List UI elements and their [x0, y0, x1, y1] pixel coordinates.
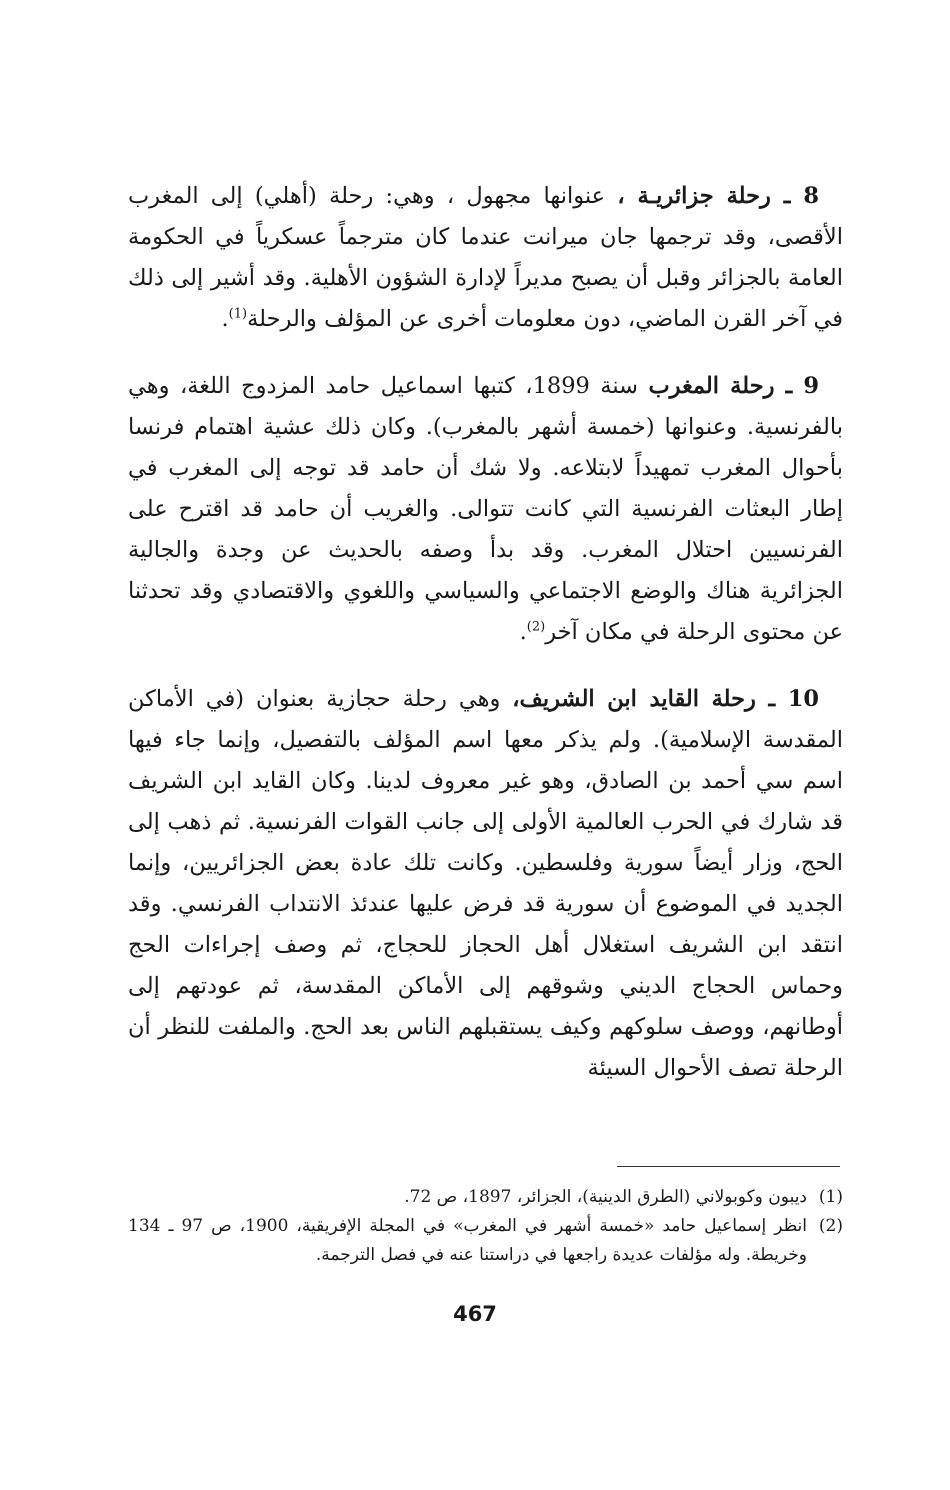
paragraph-body: عنوانها مجهول ، وهي: رحلة (أهلي) إلى المغرب الأقصى، وقد ترجمها جان ميرانت عندما كان مترجماً عسكرياً في الحكومة العامة بالجزائر وقبل أن يصبح مديراً لإدارة الشؤون الأهلية. وقد أشير إلى ذلك في آخر القرن الماضي، دون معلومات أخرى عن المؤلف والرحلة	[128, 183, 843, 332]
paragraph-tail: .	[221, 306, 229, 332]
footnotes	[128, 1183, 843, 1270]
footnote-reference: (1)	[228, 306, 248, 322]
paragraph-heading: 10 ـ رحلة القايد ابن الشريف،	[512, 686, 819, 712]
footnote-mark: (1)	[818, 1187, 843, 1207]
paragraph-10	[128, 679, 843, 1089]
footnote-1	[128, 1183, 843, 1212]
main-text	[128, 176, 843, 1115]
footnote-divider	[617, 1166, 840, 1167]
footnote-mark: (2)	[818, 1216, 843, 1236]
footnote-2	[128, 1212, 843, 1270]
paragraph-8	[128, 176, 843, 340]
footnote-text: انظر إسماعيل حامد «خمسة أشهر في المغرب» في المجلة الإفريقية، 1900، ص 97 ـ 134 وخريطة. وله مؤلفات عديدة راجعها في دراستنا عنه في فصل الترجمة.	[128, 1216, 807, 1265]
paragraph-heading: 9 ـ رحلة المغرب	[648, 373, 819, 399]
footnote-text: ديبون وكوبولاني (الطرق الدينية)، الجزائر، 1897، ص 72.	[404, 1187, 807, 1207]
paragraph-heading: 8 ـ رحلة جزائريـة ،	[617, 183, 819, 209]
paragraph-9	[128, 366, 843, 653]
footnote-reference: (2)	[526, 619, 546, 635]
paragraph-body: وهي رحلة حجازية بعنوان (في الأماكن المقدسة الإسلامية). ولم يذكر معها اسم المؤلف بالتفصيل، وإنما جاء فيها اسم سي أحمد بن الصادق، وهو غير معروف لدينا. وكان القايد ابن الشريف قد شارك في الحرب العالمية الأولى إلى جانب القوات الفرنسية. ثم ذهب إلى الحج، وزار أيضاً سورية وفلسطين. وكانت تلك عادة بعض الجزائريين، وإنما الجديد في الموضوع أن سورية قد فرض عليها عندئذ الانتداب الفرنسي. وقد انتقد ابن الشريف استغلال أهل الحجاز للحجاج، ثم وصف إجراءات الحج وحماس الحجاج الديني وشوقهم إلى الأماكن المقدسة، ثم عودتهم إلى أوطانهم، ووصف سلوكهم وكيف يستقبلهم الناس بعد الحج. والملفت للنظر أن الرحلة تصف الأحوال السيئة	[128, 686, 843, 1081]
paragraph-tail: .	[519, 619, 527, 645]
paragraph-body: سنة 1899، كتبها اسماعيل حامد المزدوج اللغة، وهي بالفرنسية. وعنوانها (خمسة أشهر بالمغرب). وكان ذلك عشية اهتمام فرنسا بأحوال المغرب تمهيداً لابتلاعه. ولا شك أن حامد قد توجه إلى المغرب في إطار البعثات الفرنسية التي كانت تتوالى. والغريب أن حامد قد اقترح على الفرنسيين احتلال المغرب. وقد بدأ وصفه بالحديث عن وجدة والجالية الجزائرية هناك والوضع الاجتماعي والسياسي واللغوي والاقتصادي وقد تحدثنا عن محتوى الرحلة في مكان آخر	[128, 373, 843, 645]
page-number: 467	[453, 1302, 497, 1326]
